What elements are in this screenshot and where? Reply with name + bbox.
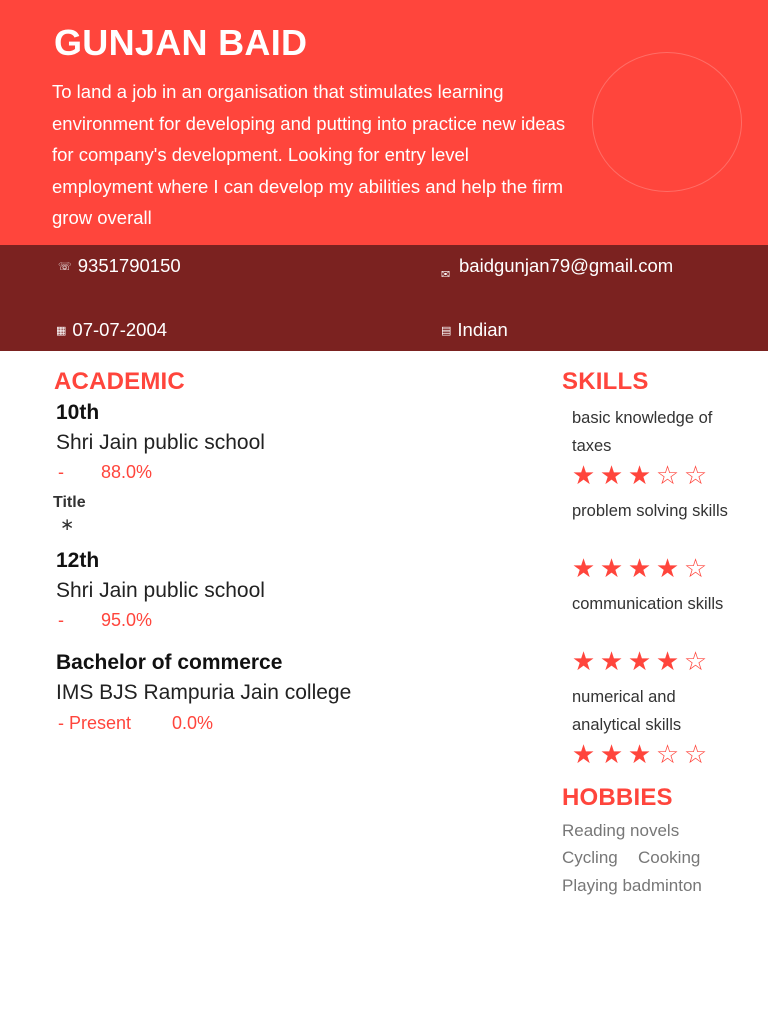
skill-rating	[570, 553, 710, 584]
star-filled-icon: ★	[571, 460, 597, 490]
envelope-icon: ✉	[441, 269, 451, 281]
edu-meta	[58, 713, 214, 734]
skills-heading: SKILLS	[562, 368, 649, 395]
edu-period: -	[58, 610, 64, 630]
edu-period: -	[58, 462, 64, 482]
star-outline-icon: ☆	[683, 553, 709, 583]
skill-name: problem solving skills	[572, 502, 728, 520]
skill-name: communication skills	[572, 595, 724, 613]
contact-bar	[0, 245, 768, 351]
star-filled-icon: ★	[627, 739, 653, 769]
contact-dob	[56, 314, 167, 347]
star-filled-icon: ★	[655, 553, 681, 583]
skill-name: numerical and analytical skills	[572, 688, 682, 734]
star-filled-icon: ★	[571, 646, 597, 676]
edu-score: 0.0%	[172, 713, 214, 733]
contact-phone	[58, 250, 181, 283]
star-filled-icon: ★	[599, 553, 625, 583]
star-filled-icon: ★	[571, 739, 597, 769]
star-filled-icon: ★	[627, 460, 653, 490]
hobby-item: Reading novels	[562, 821, 680, 840]
star-outline-icon: ☆	[683, 739, 709, 769]
skill-name: basic knowledge of taxes	[572, 409, 713, 455]
misc-bullet: ∗	[60, 515, 75, 534]
email-text: baidgunjan79@gmail.com	[459, 255, 674, 276]
misc-title: Title	[53, 494, 86, 511]
id-card-icon: ▤	[441, 325, 452, 337]
career-objective: To land a job in an organisation that stimulates learning environment for developing and putting into practice new ideas for company's development. Looking for entry level employment where I can develop my abilities and help the firm grow overall	[52, 81, 566, 228]
calendar-icon: ▦	[56, 325, 67, 337]
skill-rating	[570, 646, 710, 677]
edu-level: 12th	[56, 549, 100, 572]
edu-level: Bachelor of commerce	[56, 651, 283, 674]
star-outline-icon: ☆	[655, 460, 681, 490]
phone-text: 9351790150	[77, 255, 181, 276]
star-filled-icon: ★	[627, 553, 653, 583]
contact-nationality	[441, 314, 508, 347]
edu-school: IMS BJS Rampuria Jain college	[56, 681, 352, 704]
hobbies-heading: HOBBIES	[562, 784, 673, 811]
edu-score: 88.0%	[101, 462, 153, 482]
star-filled-icon: ★	[599, 739, 625, 769]
star-filled-icon: ★	[627, 646, 653, 676]
star-outline-icon: ☆	[655, 739, 681, 769]
edu-meta	[58, 462, 153, 483]
star-filled-icon: ★	[599, 646, 625, 676]
header-banner	[0, 0, 768, 245]
candidate-name: GUNJAN BAID	[54, 22, 308, 63]
dob-text: 07-07-2004	[72, 319, 168, 340]
nationality-text: Indian	[457, 319, 508, 340]
edu-school: Shri Jain public school	[56, 431, 265, 454]
edu-school: Shri Jain public school	[56, 579, 265, 602]
hobby-item: Playing badminton	[562, 876, 702, 895]
skill-rating	[570, 739, 710, 770]
academic-heading: ACADEMIC	[54, 368, 185, 395]
edu-score: 95.0%	[101, 610, 153, 630]
skill-rating	[570, 460, 710, 491]
star-filled-icon: ★	[571, 553, 597, 583]
edu-meta	[58, 610, 153, 631]
contact-email	[441, 250, 681, 281]
phone-icon: ☏	[58, 261, 72, 273]
star-filled-icon: ★	[599, 460, 625, 490]
star-outline-icon: ☆	[683, 460, 709, 490]
edu-period: - Present	[58, 713, 132, 733]
photo-placeholder	[592, 52, 742, 192]
hobby-item: Cooking	[638, 848, 701, 867]
star-filled-icon: ★	[655, 646, 681, 676]
edu-level: 10th	[56, 401, 100, 424]
star-outline-icon: ☆	[683, 646, 709, 676]
hobby-item: Cycling	[562, 848, 618, 867]
